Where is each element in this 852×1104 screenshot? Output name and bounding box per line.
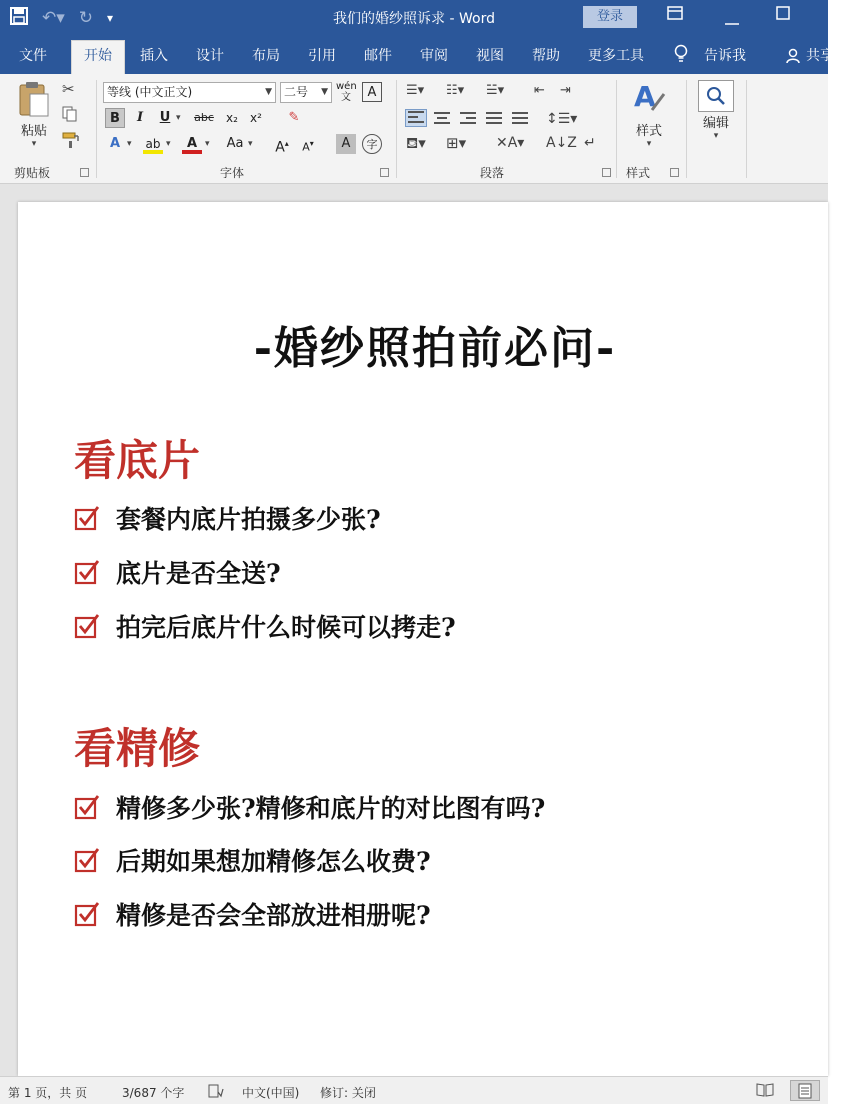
print-layout-icon[interactable] bbox=[790, 1080, 820, 1101]
list-item bbox=[74, 789, 545, 825]
paste-dropdown-icon[interactable]: ▾ bbox=[31, 139, 37, 149]
phonetic-guide-button[interactable]: wén 文 bbox=[336, 81, 357, 103]
question-text: 精修是否会全部放进相册呢? bbox=[116, 901, 431, 930]
checkbox-checked-icon bbox=[74, 559, 100, 585]
separator bbox=[96, 80, 97, 178]
italic-label: I bbox=[136, 110, 144, 125]
align-center-icon[interactable] bbox=[434, 112, 454, 128]
read-mode-icon[interactable] bbox=[756, 1082, 774, 1101]
clear-formatting-icon[interactable]: ✎ bbox=[288, 110, 300, 125]
ribbon bbox=[0, 74, 828, 184]
align-left-icon[interactable] bbox=[406, 110, 426, 126]
list-item bbox=[74, 608, 456, 644]
decrease-indent-icon[interactable]: ⇤ bbox=[534, 83, 545, 98]
chevron-down-icon: ▼ bbox=[321, 87, 328, 97]
shrink-font-button[interactable]: A▾ bbox=[302, 139, 314, 154]
change-case-button[interactable] bbox=[222, 134, 248, 154]
chevron-down-icon: ▼ bbox=[265, 87, 272, 97]
character-border-label: A bbox=[367, 85, 377, 100]
question-text: 拍完后底片什么时候可以拷走? bbox=[116, 613, 456, 642]
document-heading: -婚纱照拍前必问- bbox=[253, 323, 617, 374]
line-spacing-icon[interactable]: ↕☰▾ bbox=[546, 111, 578, 127]
language-indicator[interactable]: 中文(中国) bbox=[242, 1086, 300, 1100]
list-item bbox=[74, 896, 431, 932]
list-item bbox=[74, 842, 431, 878]
paste-label: 粘贴 bbox=[20, 124, 47, 139]
sort-icon[interactable]: A↓Z bbox=[546, 135, 577, 151]
clipboard-group-label: 剪贴板 bbox=[14, 166, 51, 180]
document-canvas[interactable] bbox=[0, 184, 828, 1076]
underline-button[interactable] bbox=[155, 108, 175, 128]
checkbox-checked-icon bbox=[74, 794, 100, 820]
highlight-dropdown-icon[interactable]: ▾ bbox=[166, 139, 171, 149]
enclose-characters-label: 字 bbox=[366, 138, 378, 151]
italic-button[interactable] bbox=[130, 108, 150, 128]
font-launcher-icon[interactable] bbox=[380, 168, 389, 177]
font-size-select[interactable] bbox=[280, 82, 332, 103]
tell-me-box[interactable]: 告诉我 bbox=[704, 48, 746, 64]
share-icon[interactable] bbox=[786, 44, 802, 68]
character-border-button[interactable] bbox=[362, 82, 382, 102]
section-title-film: 看底片 bbox=[74, 436, 201, 485]
format-painter-icon[interactable] bbox=[62, 132, 80, 152]
subscript-label: x₂ bbox=[226, 111, 238, 125]
increase-indent-icon[interactable]: ⇥ bbox=[560, 83, 571, 98]
list-item bbox=[74, 554, 281, 590]
editing-dropdown-icon[interactable]: ▾ bbox=[713, 131, 719, 141]
clipboard-icon bbox=[17, 80, 51, 118]
editing-label: 编辑 bbox=[702, 116, 729, 131]
superscript-button[interactable] bbox=[246, 108, 266, 128]
ribbon-tab-bar bbox=[0, 36, 834, 74]
font-color-dropdown-icon[interactable]: ▾ bbox=[205, 139, 210, 149]
styles-icon bbox=[632, 80, 666, 116]
shrink-font-label: A bbox=[302, 140, 310, 154]
track-changes-indicator[interactable]: 修订: 关闭 bbox=[320, 1086, 376, 1100]
bold-label: B bbox=[110, 111, 120, 126]
superscript-label: x² bbox=[250, 111, 262, 125]
checkbox-checked-icon bbox=[74, 901, 100, 927]
justify-icon[interactable] bbox=[486, 112, 506, 128]
styles-launcher-icon[interactable] bbox=[670, 168, 679, 177]
tab-references[interactable]: 引用 bbox=[308, 48, 336, 64]
minimize-icon[interactable] bbox=[725, 12, 739, 30]
section-title-retouch: 看精修 bbox=[74, 724, 201, 773]
separator bbox=[746, 80, 747, 178]
grow-font-label: A bbox=[275, 139, 285, 156]
text-effects-dropdown-icon[interactable]: ▾ bbox=[127, 139, 132, 149]
font-name-select[interactable] bbox=[103, 82, 276, 103]
tab-share[interactable]: 共享 bbox=[806, 48, 834, 64]
word-count[interactable]: 3/687 个字 bbox=[122, 1086, 185, 1100]
proofing-icon[interactable] bbox=[208, 1084, 224, 1101]
show-marks-icon[interactable]: ↵ bbox=[584, 135, 596, 151]
separator bbox=[686, 80, 687, 178]
cut-icon[interactable]: ✂ bbox=[62, 80, 75, 98]
window-title: 我们的婚纱照诉求 - Word bbox=[333, 11, 495, 27]
grow-font-button[interactable]: A▴ bbox=[275, 139, 289, 156]
multilevel-list-icon[interactable]: ☱▾ bbox=[486, 83, 505, 98]
character-shading-label: A bbox=[341, 136, 351, 151]
clipboard-launcher-icon[interactable] bbox=[80, 168, 89, 177]
tab-insert[interactable]: 插入 bbox=[140, 48, 168, 64]
svg-text:A: A bbox=[634, 80, 656, 113]
tab-mailings[interactable]: 邮件 bbox=[364, 48, 392, 64]
tab-help[interactable]: 帮助 bbox=[532, 48, 560, 64]
font-color-label: A bbox=[186, 136, 198, 151]
checkbox-checked-icon bbox=[74, 847, 100, 873]
separator bbox=[616, 80, 617, 178]
customize-qat-icon[interactable]: ▾ bbox=[107, 11, 114, 25]
styles-group-label: 样式 bbox=[626, 166, 651, 180]
tab-layout[interactable]: 布局 bbox=[252, 48, 280, 64]
search-icon bbox=[698, 80, 734, 112]
enclose-characters-button[interactable] bbox=[362, 134, 382, 154]
paragraph-group-label: 段落 bbox=[480, 166, 505, 180]
page-count[interactable]: 第 1 页，共 页 bbox=[8, 1086, 88, 1100]
paragraph-launcher-icon[interactable] bbox=[602, 168, 611, 177]
chinese-layout-icon[interactable]: ✕A▾ bbox=[496, 135, 525, 151]
ribbon-display-options-icon[interactable] bbox=[667, 6, 683, 24]
align-right-icon[interactable] bbox=[460, 112, 480, 128]
editing-button[interactable] bbox=[694, 80, 738, 141]
strikethrough-label: abc bbox=[194, 111, 214, 124]
question-text: 精修多少张?精修和底片的对比图有吗? bbox=[116, 794, 546, 823]
text-effects-label: A bbox=[109, 136, 121, 151]
document-page[interactable] bbox=[18, 202, 828, 1076]
styles-dropdown-icon[interactable]: ▾ bbox=[646, 139, 652, 149]
separator bbox=[396, 80, 397, 178]
maximize-icon[interactable] bbox=[776, 6, 790, 24]
checkbox-checked-icon bbox=[74, 613, 100, 639]
question-text: 底片是否全送? bbox=[116, 559, 281, 588]
undo-icon[interactable]: ↶▾ bbox=[42, 8, 65, 28]
login-button[interactable]: 登录 bbox=[583, 6, 637, 28]
shading-icon[interactable]: ⛾▾ bbox=[406, 134, 426, 152]
redo-icon[interactable]: ↻ bbox=[78, 8, 94, 28]
change-case-label: Aa bbox=[226, 136, 244, 151]
question-text: 套餐内底片拍摄多少张? bbox=[116, 505, 381, 534]
title-bar bbox=[0, 0, 828, 36]
tab-home[interactable]: 开始 bbox=[71, 40, 125, 74]
underline-label: U bbox=[159, 110, 171, 125]
borders-icon[interactable]: ⊞▾ bbox=[446, 134, 467, 152]
character-shading-button[interactable] bbox=[336, 134, 356, 154]
phonetic-guide-label: wén bbox=[336, 81, 357, 92]
text-effects-button[interactable] bbox=[105, 134, 125, 154]
bold-button[interactable] bbox=[105, 108, 125, 128]
change-case-dropdown-icon[interactable]: ▾ bbox=[248, 139, 253, 149]
bullets-icon[interactable]: ☰▾ bbox=[406, 83, 425, 98]
copy-icon[interactable] bbox=[62, 106, 78, 126]
font-size-value: 二号 bbox=[284, 85, 309, 99]
subscript-button[interactable] bbox=[222, 108, 242, 128]
tab-design[interactable]: 设计 bbox=[196, 48, 224, 64]
font-group-label: 字体 bbox=[220, 166, 245, 180]
paste-button[interactable] bbox=[14, 80, 54, 149]
question-text: 后期如果想加精修怎么收费? bbox=[116, 847, 431, 876]
numbering-icon[interactable]: ☷▾ bbox=[446, 83, 465, 98]
strikethrough-button[interactable] bbox=[190, 108, 218, 128]
distributed-icon[interactable] bbox=[512, 112, 532, 128]
status-bar bbox=[0, 1076, 828, 1104]
tab-more-tools[interactable]: 更多工具 bbox=[588, 48, 644, 64]
list-item bbox=[74, 500, 381, 536]
font-color-button[interactable] bbox=[182, 134, 202, 154]
underline-dropdown-icon[interactable]: ▾ bbox=[176, 113, 181, 123]
highlight-label: ab bbox=[145, 137, 161, 151]
styles-button[interactable] bbox=[626, 80, 672, 149]
font-name-value: 等线 (中文正文) bbox=[107, 85, 193, 99]
tab-file[interactable]: 文件 bbox=[19, 48, 47, 64]
styles-label: 样式 bbox=[635, 124, 662, 139]
tab-review[interactable]: 审阅 bbox=[420, 48, 448, 64]
checkbox-checked-icon bbox=[74, 505, 100, 531]
lightbulb-icon bbox=[674, 44, 688, 68]
highlight-button[interactable] bbox=[143, 134, 163, 154]
tab-view[interactable]: 视图 bbox=[476, 48, 504, 64]
